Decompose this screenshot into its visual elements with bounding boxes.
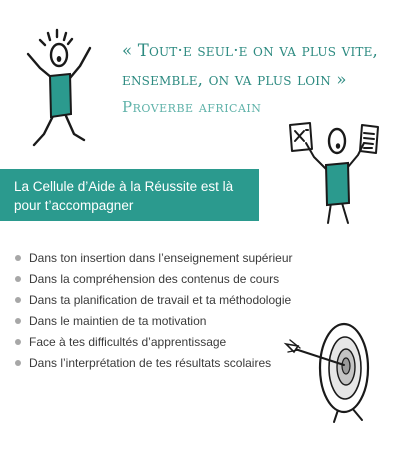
list-item-text: Face à tes difficultés d’apprentissage [29,335,227,349]
bullet-dot-icon [15,297,21,303]
quote-line-2: ensemble, on va plus loin » [122,70,347,89]
bullet-dot-icon [15,318,21,324]
list-item-text: Dans l’interprétation de tes résultats scolaires [29,356,272,370]
cellule-banner [0,169,259,221]
list-item [14,332,293,353]
list-item-text: Dans le maintien de ta motivation [29,314,207,328]
bullet-dot-icon [15,255,21,261]
stick-figure-holding-papers-icon [286,117,386,227]
list-item [14,248,293,269]
quote-source: Proverbe africain [122,98,262,116]
support-list [14,248,293,374]
list-item [14,269,293,290]
list-item-text: Dans la compréhension des contenus de cours [29,272,280,286]
cheering-stick-figure-icon [22,30,102,155]
proverb-quote [122,36,398,120]
bullet-dot-icon [15,339,21,345]
list-item-text: Dans ta planification de travail et ta méthodologie [29,293,292,307]
bullet-dot-icon [15,276,21,282]
bullet-dot-icon [15,360,21,366]
quote-line-1: « Tout·e seul·e on va plus vite, [122,41,378,60]
target-with-arrow-icon [284,318,394,428]
list-item [14,353,293,374]
banner-line-1: La Cellule d’Aide à la Réussite est là [14,179,234,194]
list-item-text: Dans ton insertion dans l’enseignement supérieur [29,251,293,265]
banner-line-2: pour t’accompagner [14,198,134,213]
list-item [14,290,293,311]
list-item [14,311,293,332]
